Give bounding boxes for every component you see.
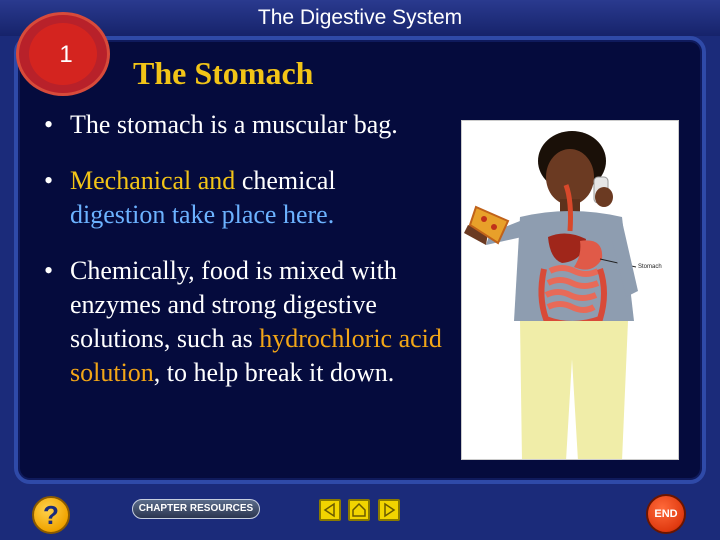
bullet-list [44,108,464,412]
chapter-resources-button[interactable]: CHAPTER RESOURCES [132,499,260,519]
term-hydrochloric-acid: hydrochloric acid solution [70,324,442,387]
help-button[interactable]: ? [32,496,70,534]
top-bar [0,0,720,36]
bullet-item: • Chemically, food is mixed with enzymes and strong digestive solutions, such as hydrochloric acid solution, to help break it down. [44,254,464,390]
section-number-badge [16,12,110,96]
slide-heading: The Stomach [133,55,314,91]
triangle-left-icon [321,501,339,519]
end-button[interactable]: END [646,494,686,534]
digestive-system-illustration [461,120,679,460]
home-button[interactable] [348,499,370,521]
girl-with-digestive-organs-illustration [462,121,679,460]
triangle-right-icon [380,501,398,519]
footer-nav [0,490,720,540]
definition-text: digestion take place here. [70,200,335,229]
house-icon [350,501,368,519]
previous-slide-button[interactable] [319,499,341,521]
next-slide-button[interactable] [378,499,400,521]
term-mechanical: Mechanical [70,166,192,195]
section-title: The Digestive System [257,6,463,29]
stomach-callout-label: Stomach [638,264,662,270]
bullet-item: • The stomach is a muscular bag. [44,108,464,142]
bullet-item: • Mechanical and chemical digestion take place here. [44,164,464,232]
section-number: 1 [59,41,73,68]
